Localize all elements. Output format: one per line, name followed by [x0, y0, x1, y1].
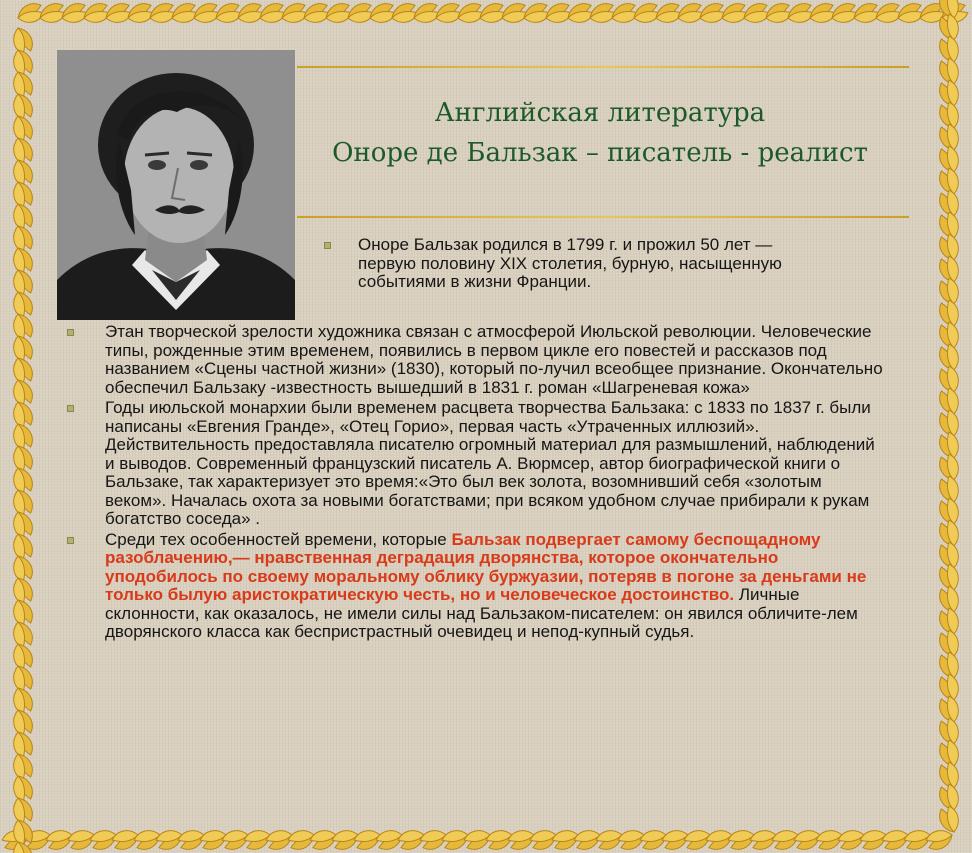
leaf-ornament	[59, 1, 90, 27]
leaf-ornament	[595, 827, 626, 853]
leaf-ornament	[873, 1, 904, 27]
title-line-2: Оноре де Бальзак – писатель - реалист	[332, 138, 868, 168]
leaf-ornament	[257, 1, 288, 27]
leaf-ornament	[287, 827, 318, 853]
paragraph-3	[67, 531, 885, 642]
leaf-ornament	[937, 805, 963, 836]
leaf-ornament	[937, 519, 963, 550]
leaf-ornament	[937, 167, 963, 198]
intro-list	[324, 236, 834, 292]
leaf-ornament	[331, 827, 362, 853]
leaf-ornament	[727, 827, 758, 853]
leaf-ornament	[10, 157, 36, 188]
bullet-icon	[67, 329, 74, 336]
leaf-ornament	[939, 1, 970, 27]
leaf-ornament	[837, 827, 868, 853]
leaf-ornament	[521, 1, 552, 27]
leaf-ornament	[147, 1, 178, 27]
leaf-ornament	[45, 827, 76, 853]
leaf-ornament	[937, 673, 963, 704]
title-line-1: Английская литература	[434, 98, 766, 128]
leaf-ornament	[81, 1, 112, 27]
paragraph-2-text: Годы июльской монархии были временем расцвета творчества Бальзака: с 1833 по 1837 г. были написаны «Евгения Гранде», «Отец Горио», первая часть «Утраченных иллюзий». Действительность предоставляла писателю огромный материал для размышлений, наблюдений и выводов. Современный французский писатель А. Вюрмсер, автор биографической книги о Бальзаке, так характеризует это время:«Это был век золота, возомнивший себя «золотым веком». Началась охота за новыми богатствами; при всяком удобном случае прибирали к рукам богатство соседа» .	[105, 398, 875, 528]
leaf-ornament	[10, 91, 36, 122]
leaf-ornament	[10, 641, 36, 672]
leaf-ornament	[10, 597, 36, 628]
paragraph-1	[67, 323, 885, 397]
leaf-ornament	[10, 333, 36, 364]
leaf-ornament	[639, 827, 670, 853]
leaf-ornament	[829, 1, 860, 27]
leaf-ornament	[10, 267, 36, 298]
leaf-ornament	[10, 47, 36, 78]
leaf-ornament	[917, 1, 948, 27]
leaf-ornament	[441, 827, 472, 853]
leaf-ornament	[683, 827, 714, 853]
leaf-ornament	[937, 35, 963, 66]
title-bottom-rule	[297, 216, 909, 218]
paragraph-3-highlight: Бальзак подвергает самому беспощадному разоблачению,— нравственная деградация дворянства, которое окончательно уподобилось по своему моральному облику буржуазии, потеряв в погоне за деньгами не только былую аристократическую честь, но и человеческое достоинство.	[105, 529, 867, 604]
leaf-ornament	[661, 827, 692, 853]
leaf-ornament	[937, 145, 963, 176]
leaf-ornament	[763, 1, 794, 27]
leaf-ornament	[937, 57, 963, 88]
leaf-ornament	[111, 827, 142, 853]
leaf-ornament	[235, 1, 266, 27]
intro-text: Оноре Бальзак родился в 1799 г. и прожил 50 лет — первую половину XIX столетия, бурную, насыщенную событиями в жизни Франции.	[358, 235, 782, 291]
leaf-ornament	[367, 1, 398, 27]
leaf-ornament	[10, 795, 36, 826]
leaf-ornament	[807, 1, 838, 27]
leaf-ornament	[10, 443, 36, 474]
leaf-ornament	[10, 421, 36, 452]
leaf-ornament	[10, 707, 36, 738]
leaf-ornament	[937, 189, 963, 220]
leaf-ornament	[529, 827, 560, 853]
leaf-ornament	[771, 827, 802, 853]
leaf-ornament	[937, 651, 963, 682]
bullet-icon	[324, 242, 331, 249]
leaf-ornament	[10, 817, 36, 848]
bullet-icon	[67, 405, 74, 412]
leaf-ornament	[10, 773, 36, 804]
leaf-ornament	[389, 1, 420, 27]
leaf-ornament	[587, 1, 618, 27]
leaf-ornament	[10, 201, 36, 232]
leaf-ornament	[937, 343, 963, 374]
leaf-ornament	[851, 1, 882, 27]
leaf-ornament	[485, 827, 516, 853]
leaf-ornament	[10, 729, 36, 760]
leaf-ornament	[573, 827, 604, 853]
leaf-ornament	[177, 827, 208, 853]
leaf-ornament	[859, 827, 890, 853]
leaf-ornament	[10, 179, 36, 210]
leaf-ornament	[507, 827, 538, 853]
leaf-ornament	[10, 377, 36, 408]
leaf-ornament	[455, 1, 486, 27]
leaf-ornament	[551, 827, 582, 853]
leaf-ornament	[937, 585, 963, 616]
leaf-ornament	[199, 827, 230, 853]
leaf-ornament	[937, 277, 963, 308]
leaf-ornament	[925, 827, 956, 853]
leaf-ornament	[10, 311, 36, 342]
leaf-ornament	[543, 1, 574, 27]
leaf-ornament	[10, 355, 36, 386]
leaf-ornament	[675, 1, 706, 27]
leaf-ornament	[419, 827, 450, 853]
leaf-ornament	[213, 1, 244, 27]
leaf-ornament	[37, 1, 68, 27]
leaf-ornament	[10, 509, 36, 540]
leaf-ornament	[937, 541, 963, 572]
leaf-ornament	[10, 223, 36, 254]
leaf-ornament	[937, 255, 963, 286]
leaf-ornament	[937, 123, 963, 154]
leaf-ornament	[937, 607, 963, 638]
leaf-ornament	[937, 497, 963, 528]
leaf-ornament	[937, 695, 963, 726]
leaf-ornament	[793, 827, 824, 853]
leaf-ornament	[741, 1, 772, 27]
leaf-ornament	[749, 827, 780, 853]
leaf-ornament	[10, 839, 36, 853]
leaf-ornament	[125, 1, 156, 27]
leaf-ornament	[353, 827, 384, 853]
leaf-ornament	[937, 431, 963, 462]
leaf-ornament	[10, 685, 36, 716]
leaf-ornament	[10, 619, 36, 650]
leaf-ornament	[631, 1, 662, 27]
leaf-ornament	[617, 827, 648, 853]
leaf-ornament	[1, 827, 32, 853]
leaf-ornament	[433, 1, 464, 27]
leaf-ornament	[10, 113, 36, 144]
leaf-ornament	[397, 827, 428, 853]
leaf-ornament	[937, 739, 963, 770]
paragraph-1-text: Этан творческой зрелости художника связан с атмосферой Июльской революции. Человеческие типы, рожденные этим временем, появились в первом цикле его повестей и рассказов под названием «Сцены частной жизни» (1830), который по-лучил всеобщее признание. Окончательно обеспечил Бальзаку -известность вышедший в 1831 г. роман «Шагреневая кожа»	[105, 322, 883, 397]
leaf-ornament	[937, 563, 963, 594]
leaf-ornament	[10, 245, 36, 276]
leaf-ornament	[10, 575, 36, 606]
leaf-ornament	[375, 827, 406, 853]
leaf-ornament	[10, 487, 36, 518]
paragraph-3-start: Среди тех особенностей времени, которые	[105, 529, 452, 549]
leaf-ornament	[653, 1, 684, 27]
leaf-ornament	[937, 409, 963, 440]
leaf-ornament	[937, 387, 963, 418]
bullet-icon	[67, 537, 74, 544]
leaf-ornament	[345, 1, 376, 27]
leaf-ornament	[937, 233, 963, 264]
leaf-ornament	[301, 1, 332, 27]
leaf-ornament	[937, 629, 963, 660]
leaf-ornament	[23, 827, 54, 853]
leaf-ornament	[309, 827, 340, 853]
intro-item	[324, 236, 834, 292]
leaf-ornament	[937, 761, 963, 792]
leaf-ornament	[10, 289, 36, 320]
paragraph-3-end: Личные склонности, как оказалось, не имели силы над Бальзаком-писателем: он явился обличите-лем дворянского класса как беспристрастный очевидец и непод-купный судья.	[105, 585, 858, 641]
leaf-ornament	[221, 827, 252, 853]
leaf-ornament	[937, 783, 963, 814]
leaf-ornament	[937, 101, 963, 132]
title-top-rule	[297, 66, 909, 68]
leaf-ornament	[67, 827, 98, 853]
leaf-ornament	[937, 13, 963, 44]
leaf-ornament	[10, 399, 36, 430]
leaf-ornament	[937, 365, 963, 396]
leaf-ornament	[499, 1, 530, 27]
leaf-ornament	[937, 0, 963, 21]
leaf-ornament	[279, 1, 310, 27]
leaf-ornament	[10, 553, 36, 584]
leaf-ornament	[705, 827, 736, 853]
leaf-ornament	[903, 827, 934, 853]
leaf-ornament	[937, 211, 963, 242]
leaf-ornament	[937, 321, 963, 352]
leaf-ornament	[155, 827, 186, 853]
leaf-ornament	[133, 827, 164, 853]
leaf-ornament	[169, 1, 200, 27]
leaf-ornament	[719, 1, 750, 27]
portrait-image	[57, 50, 295, 320]
leaf-ornament	[477, 1, 508, 27]
body-list	[67, 323, 885, 642]
leaf-ornament	[10, 465, 36, 496]
leaf-ornament	[881, 827, 912, 853]
leaf-ornament	[10, 531, 36, 562]
leaf-ornament	[10, 751, 36, 782]
leaf-ornament	[323, 1, 354, 27]
leaf-ornament	[10, 69, 36, 100]
leaf-ornament	[697, 1, 728, 27]
leaf-ornament	[265, 827, 296, 853]
leaf-ornament	[785, 1, 816, 27]
page-title	[300, 94, 900, 172]
leaf-ornament	[937, 475, 963, 506]
leaf-ornament	[937, 453, 963, 484]
leaf-ornament	[463, 827, 494, 853]
leaf-ornament	[10, 135, 36, 166]
leaf-ornament	[243, 827, 274, 853]
leaf-ornament	[89, 827, 120, 853]
leaf-ornament	[103, 1, 134, 27]
leaf-ornament	[10, 663, 36, 694]
leaf-ornament	[937, 717, 963, 748]
leaf-ornament	[895, 1, 926, 27]
leaf-ornament	[411, 1, 442, 27]
leaf-ornament	[191, 1, 222, 27]
paragraph-2	[67, 399, 885, 529]
leaf-ornament	[815, 827, 846, 853]
leaf-ornament	[15, 1, 46, 27]
leaf-ornament	[609, 1, 640, 27]
leaf-ornament	[10, 25, 36, 56]
leaf-ornament	[565, 1, 596, 27]
leaf-ornament	[937, 79, 963, 110]
leaf-ornament	[937, 299, 963, 330]
